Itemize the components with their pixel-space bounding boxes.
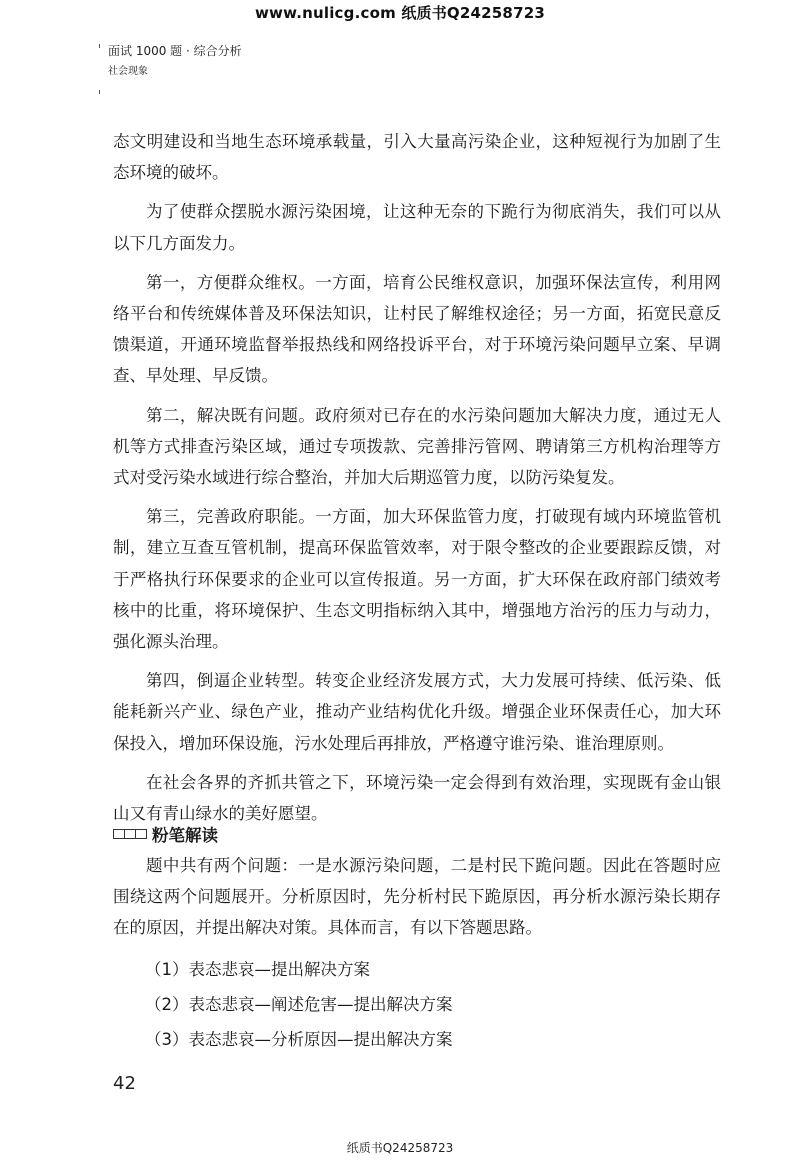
step-item: （1）表态悲哀—提出解决方案 xyxy=(145,959,370,979)
margin-tick xyxy=(99,90,100,94)
section-heading xyxy=(113,822,218,846)
section-title: 粉笔解读 xyxy=(152,826,218,845)
heading-box-icon xyxy=(113,829,146,839)
paragraph: 第三，完善政府职能。一方面，加大环保监管力度，打破现有域内环境监管机制，建立互查互管机制，提高环保监管效率，对于限令整改的企业要跟踪反馈，对于严格执行环保要求的企业可以宣传报道。另一方面，扩大环保在政府部门绩效考核中的比重，将环境保护、生态文明指标纳入其中，增强地方治污的压力与动力，强化源头治理。 xyxy=(113,507,721,652)
step-item: （3）表态悲哀—分析原因—提出解决方案 xyxy=(145,1029,453,1049)
analysis-paragraph: 题中共有两个问题：一是水源污染问题，二是村民下跪问题。因此在答题时应围绕这两个问题展开。分析原因时，先分析村民下跪原因，再分析水源污染长期存在的原因，并提出解决对策。具体而言，有以下答题思路。 xyxy=(113,856,721,938)
page-number: 42 xyxy=(113,1073,136,1094)
analysis-block xyxy=(113,850,721,1057)
answer-steps xyxy=(113,952,721,1057)
watermark-top: www.nulicg.com 纸质书Q24258723 xyxy=(255,4,545,22)
paragraph: 在社会各界的齐抓共管之下，环境污染一定会得到有效治理，实现既有金山银山又有青山绿水的美好愿望。 xyxy=(113,772,721,824)
paragraph: 第四，倒逼企业转型。转变企业经济发展方式，大力发展可持续、低污染、低能耗新兴产业、绿色产业，推动产业结构优化升级。增强企业环保责任心，加大环保投入，增加环保设施，污水处理后再排放，严格遵守谁污染、谁治理原则。 xyxy=(113,671,721,753)
margin-tick xyxy=(99,44,100,48)
body-text xyxy=(113,126,721,837)
running-header xyxy=(108,42,242,79)
header-subtitle: 社会现象 xyxy=(108,66,148,77)
header-title: 面试 1000 题 · 综合分析 xyxy=(108,44,242,58)
paragraph: 态文明建设和当地生态环境承载量，引入大量高污染企业，这种短视行为加剧了生态环境的破坏。 xyxy=(113,132,721,183)
paragraph: 为了使群众摆脱水源污染困境，让这种无奈的下跪行为彻底消失，我们可以从以下几方面发力。 xyxy=(113,202,721,253)
paragraph: 第二，解决既有问题。政府须对已存在的水污染问题加大解决力度，通过无人机等方式排查污染区域，通过专项拨款、完善排污管网、聘请第三方机构治理等方式对受污染水域进行综合整治，并加大后期巡管力度，以防污染复发。 xyxy=(113,405,721,488)
watermark-bottom: 纸质书Q24258723 xyxy=(346,1141,454,1155)
step-item: （2）表态悲哀—阐述危害—提出解决方案 xyxy=(145,994,453,1014)
paragraph: 第一，方便群众维权。一方面，培育公民维权意识，加强环保法宣传，利用网络平台和传统媒体普及环保法知识，让村民了解维权途径；另一方面，拓宽民意反馈渠道，开通环境监督举报热线和网络投诉平台，对于环境污染问题早立案、早调查、早处理、早反馈。 xyxy=(113,272,721,386)
